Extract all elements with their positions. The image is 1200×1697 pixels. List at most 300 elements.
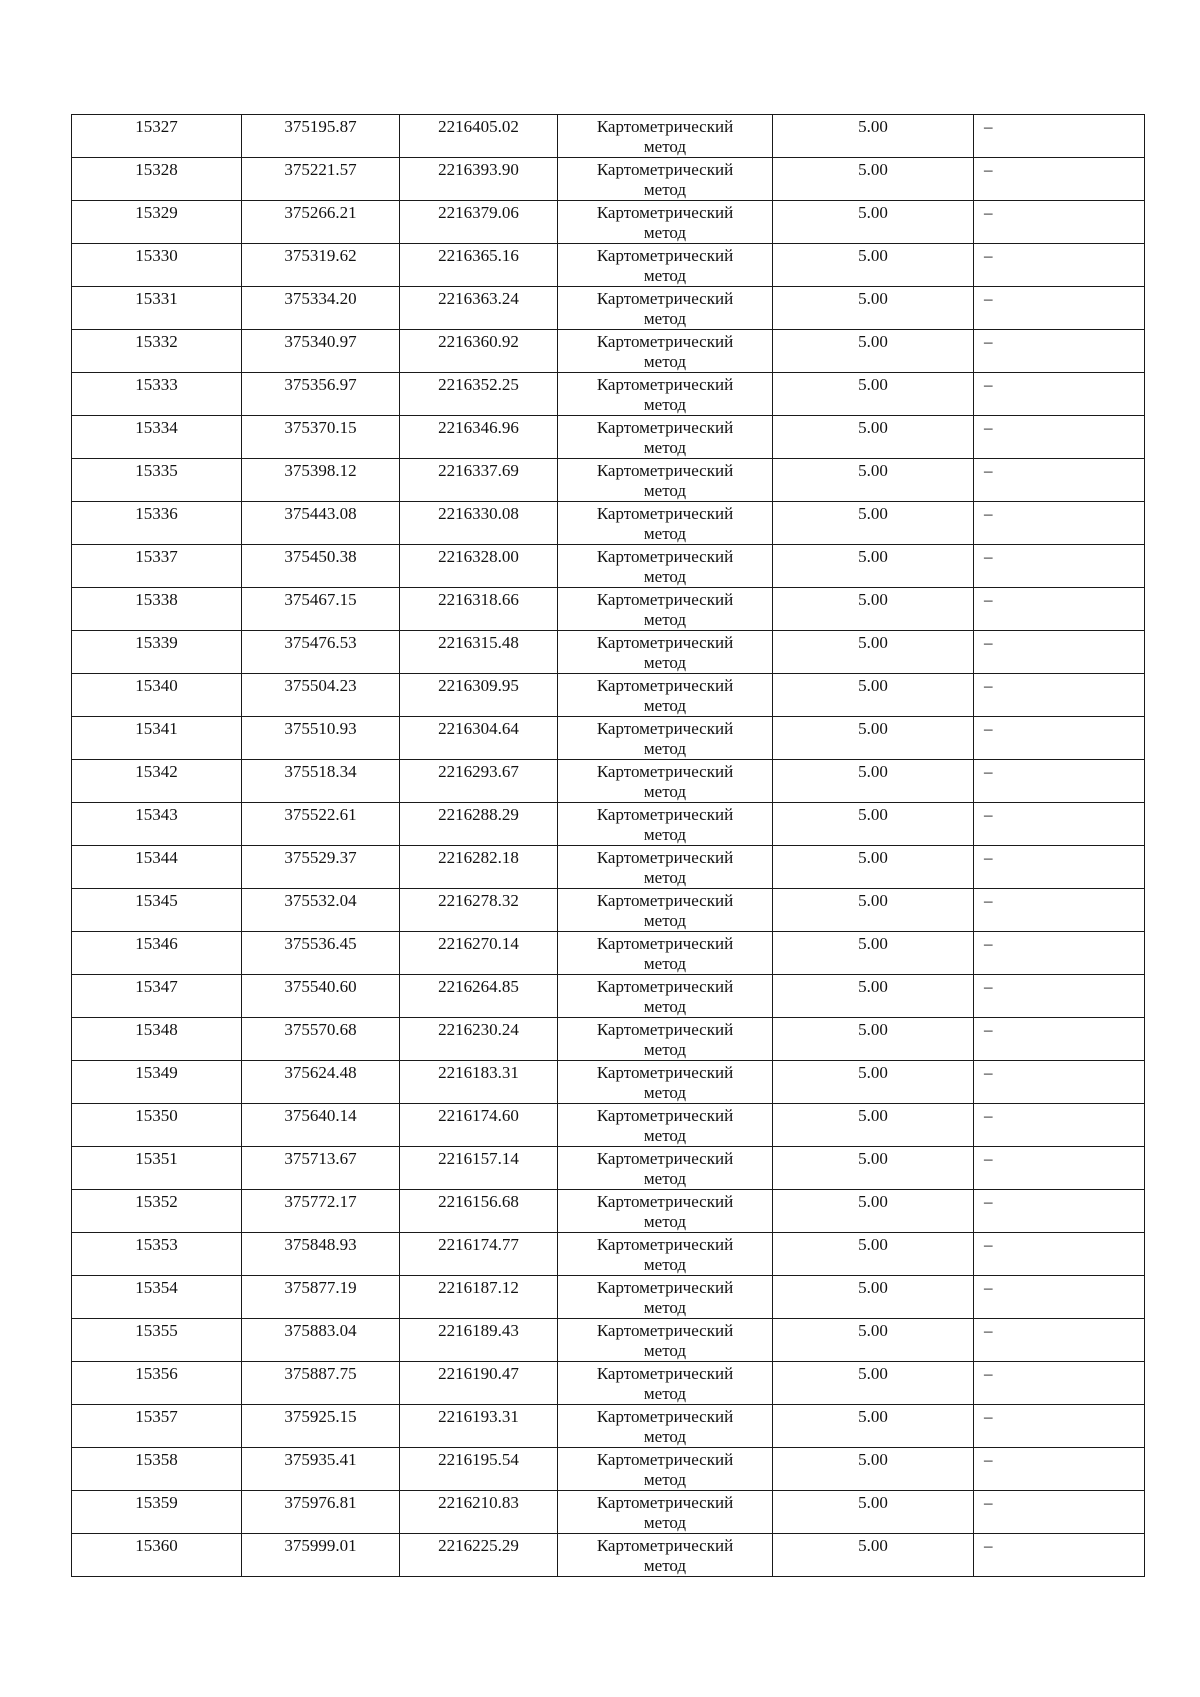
accuracy-cell: 5.00 — [773, 1362, 974, 1405]
point-number-cell: 15359 — [72, 1491, 242, 1534]
accuracy-cell: 5.00 — [773, 373, 974, 416]
accuracy-cell: 5.00 — [773, 932, 974, 975]
method-line2: метод — [643, 653, 687, 672]
y-coordinate-cell: 2216379.06 — [400, 201, 558, 244]
method-cell — [558, 760, 773, 803]
method-line1: Картометрический — [596, 1020, 734, 1039]
y-coordinate-cell: 2216195.54 — [400, 1448, 558, 1491]
x-coordinate-cell: 375713.67 — [242, 1147, 400, 1190]
point-number-cell: 15350 — [72, 1104, 242, 1147]
note-cell: – — [974, 1405, 1145, 1448]
accuracy-cell: 5.00 — [773, 588, 974, 631]
accuracy-cell: 5.00 — [773, 1061, 974, 1104]
point-number-cell: 15337 — [72, 545, 242, 588]
accuracy-cell: 5.00 — [773, 631, 974, 674]
method-line1: Картометрический — [596, 160, 734, 179]
accuracy-cell: 5.00 — [773, 158, 974, 201]
y-coordinate-cell: 2216309.95 — [400, 674, 558, 717]
method-line2: метод — [643, 1255, 687, 1274]
method-line1: Картометрический — [596, 590, 734, 609]
method-line2: метод — [643, 266, 687, 285]
y-coordinate-cell: 2216174.60 — [400, 1104, 558, 1147]
note-cell: – — [974, 1190, 1145, 1233]
x-coordinate-cell: 375195.87 — [242, 115, 400, 158]
method-line1: Картометрический — [596, 375, 734, 394]
method-line1: Картометрический — [596, 676, 734, 695]
point-number-cell: 15334 — [72, 416, 242, 459]
point-number-cell: 15346 — [72, 932, 242, 975]
accuracy-cell: 5.00 — [773, 287, 974, 330]
accuracy-cell: 5.00 — [773, 1448, 974, 1491]
method-line2: метод — [643, 696, 687, 715]
table-row — [72, 1061, 1145, 1104]
accuracy-cell: 5.00 — [773, 1405, 974, 1448]
x-coordinate-cell: 375925.15 — [242, 1405, 400, 1448]
method-cell — [558, 846, 773, 889]
table-row — [72, 1276, 1145, 1319]
y-coordinate-cell: 2216282.18 — [400, 846, 558, 889]
y-coordinate-cell: 2216157.14 — [400, 1147, 558, 1190]
y-coordinate-cell: 2216189.43 — [400, 1319, 558, 1362]
table-row — [72, 1362, 1145, 1405]
x-coordinate-cell: 375504.23 — [242, 674, 400, 717]
note-cell: – — [974, 502, 1145, 545]
accuracy-cell: 5.00 — [773, 1491, 974, 1534]
x-coordinate-cell: 375443.08 — [242, 502, 400, 545]
table-row — [72, 975, 1145, 1018]
x-coordinate-cell: 375334.20 — [242, 287, 400, 330]
table-row — [72, 459, 1145, 502]
method-line1: Картометрический — [596, 1278, 734, 1297]
method-cell — [558, 1104, 773, 1147]
note-cell: – — [974, 588, 1145, 631]
x-coordinate-cell: 375624.48 — [242, 1061, 400, 1104]
note-cell: – — [974, 1233, 1145, 1276]
method-cell — [558, 1190, 773, 1233]
note-cell: – — [974, 760, 1145, 803]
accuracy-cell: 5.00 — [773, 846, 974, 889]
note-cell: – — [974, 373, 1145, 416]
method-line1: Картометрический — [596, 1450, 734, 1469]
method-line1: Картометрический — [596, 1235, 734, 1254]
accuracy-cell: 5.00 — [773, 975, 974, 1018]
table-row — [72, 416, 1145, 459]
method-line2: метод — [643, 395, 687, 414]
x-coordinate-cell: 375529.37 — [242, 846, 400, 889]
x-coordinate-cell: 375999.01 — [242, 1534, 400, 1577]
method-line1: Картометрический — [596, 547, 734, 566]
method-line1: Картометрический — [596, 1407, 734, 1426]
note-cell: – — [974, 1448, 1145, 1491]
note-cell: – — [974, 932, 1145, 975]
table-row — [72, 1018, 1145, 1061]
method-line1: Картометрический — [596, 719, 734, 738]
note-cell: – — [974, 803, 1145, 846]
point-number-cell: 15329 — [72, 201, 242, 244]
method-line2: метод — [643, 1126, 687, 1145]
note-cell: – — [974, 1147, 1145, 1190]
method-line1: Картометрический — [596, 1493, 734, 1512]
method-line1: Картометрический — [596, 289, 734, 308]
note-cell: – — [974, 201, 1145, 244]
note-cell: – — [974, 330, 1145, 373]
method-line2: метод — [643, 481, 687, 500]
method-line1: Картометрический — [596, 1192, 734, 1211]
point-number-cell: 15342 — [72, 760, 242, 803]
table-row — [72, 1233, 1145, 1276]
method-cell — [558, 459, 773, 502]
accuracy-cell: 5.00 — [773, 330, 974, 373]
method-line2: метод — [643, 825, 687, 844]
method-line2: метод — [643, 911, 687, 930]
accuracy-cell: 5.00 — [773, 1147, 974, 1190]
x-coordinate-cell: 375570.68 — [242, 1018, 400, 1061]
accuracy-cell: 5.00 — [773, 545, 974, 588]
method-line1: Картометрический — [596, 504, 734, 523]
accuracy-cell: 5.00 — [773, 1104, 974, 1147]
coordinates-table — [71, 114, 1145, 1577]
table-row — [72, 244, 1145, 287]
method-cell — [558, 975, 773, 1018]
y-coordinate-cell: 2216278.32 — [400, 889, 558, 932]
method-line2: метод — [643, 309, 687, 328]
point-number-cell: 15335 — [72, 459, 242, 502]
method-cell — [558, 287, 773, 330]
table-row — [72, 846, 1145, 889]
point-number-cell: 15351 — [72, 1147, 242, 1190]
method-line2: метод — [643, 1556, 687, 1575]
point-number-cell: 15345 — [72, 889, 242, 932]
accuracy-cell: 5.00 — [773, 201, 974, 244]
table-row — [72, 631, 1145, 674]
method-line2: метод — [643, 137, 687, 156]
y-coordinate-cell: 2216393.90 — [400, 158, 558, 201]
note-cell: – — [974, 287, 1145, 330]
y-coordinate-cell: 2216365.16 — [400, 244, 558, 287]
method-line1: Картометрический — [596, 418, 734, 437]
note-cell: – — [974, 1534, 1145, 1577]
method-cell — [558, 545, 773, 588]
accuracy-cell: 5.00 — [773, 1319, 974, 1362]
method-line2: метод — [643, 739, 687, 758]
x-coordinate-cell: 375935.41 — [242, 1448, 400, 1491]
x-coordinate-cell: 375476.53 — [242, 631, 400, 674]
point-number-cell: 15348 — [72, 1018, 242, 1061]
y-coordinate-cell: 2216352.25 — [400, 373, 558, 416]
method-cell — [558, 932, 773, 975]
method-cell — [558, 330, 773, 373]
table-row — [72, 1319, 1145, 1362]
y-coordinate-cell: 2216293.67 — [400, 760, 558, 803]
point-number-cell: 15356 — [72, 1362, 242, 1405]
method-cell — [558, 244, 773, 287]
y-coordinate-cell: 2216230.24 — [400, 1018, 558, 1061]
method-line1: Картометрический — [596, 805, 734, 824]
point-number-cell: 15358 — [72, 1448, 242, 1491]
method-line2: метод — [643, 868, 687, 887]
note-cell: – — [974, 158, 1145, 201]
method-cell — [558, 1319, 773, 1362]
y-coordinate-cell: 2216174.77 — [400, 1233, 558, 1276]
method-line2: метод — [643, 1298, 687, 1317]
point-number-cell: 15352 — [72, 1190, 242, 1233]
point-number-cell: 15333 — [72, 373, 242, 416]
method-line1: Картометрический — [596, 762, 734, 781]
note-cell: – — [974, 416, 1145, 459]
note-cell: – — [974, 631, 1145, 674]
method-line2: метод — [643, 438, 687, 457]
method-cell — [558, 416, 773, 459]
x-coordinate-cell: 375266.21 — [242, 201, 400, 244]
note-cell: – — [974, 889, 1145, 932]
note-cell: – — [974, 1319, 1145, 1362]
note-cell: – — [974, 674, 1145, 717]
x-coordinate-cell: 375221.57 — [242, 158, 400, 201]
method-cell — [558, 1233, 773, 1276]
x-coordinate-cell: 375370.15 — [242, 416, 400, 459]
accuracy-cell: 5.00 — [773, 115, 974, 158]
table-row — [72, 1448, 1145, 1491]
y-coordinate-cell: 2216405.02 — [400, 115, 558, 158]
accuracy-cell: 5.00 — [773, 1190, 974, 1233]
x-coordinate-cell: 375772.17 — [242, 1190, 400, 1233]
method-line1: Картометрический — [596, 1106, 734, 1125]
method-line2: метод — [643, 567, 687, 586]
x-coordinate-cell: 375356.97 — [242, 373, 400, 416]
point-number-cell: 15357 — [72, 1405, 242, 1448]
method-line2: метод — [643, 997, 687, 1016]
table-row — [72, 545, 1145, 588]
point-number-cell: 15344 — [72, 846, 242, 889]
x-coordinate-cell: 375877.19 — [242, 1276, 400, 1319]
method-cell — [558, 502, 773, 545]
x-coordinate-cell: 375540.60 — [242, 975, 400, 1018]
note-cell: – — [974, 115, 1145, 158]
note-cell: – — [974, 1491, 1145, 1534]
method-line2: метод — [643, 610, 687, 629]
table-row — [72, 760, 1145, 803]
method-cell — [558, 1276, 773, 1319]
y-coordinate-cell: 2216264.85 — [400, 975, 558, 1018]
method-line2: метод — [643, 223, 687, 242]
accuracy-cell: 5.00 — [773, 717, 974, 760]
note-cell: – — [974, 846, 1145, 889]
method-line1: Картометрический — [596, 1536, 734, 1555]
method-cell — [558, 631, 773, 674]
y-coordinate-cell: 2216288.29 — [400, 803, 558, 846]
method-line1: Картометрический — [596, 1149, 734, 1168]
point-number-cell: 15339 — [72, 631, 242, 674]
x-coordinate-cell: 375532.04 — [242, 889, 400, 932]
y-coordinate-cell: 2216330.08 — [400, 502, 558, 545]
method-line1: Картометрический — [596, 332, 734, 351]
table-row — [72, 717, 1145, 760]
x-coordinate-cell: 375976.81 — [242, 1491, 400, 1534]
accuracy-cell: 5.00 — [773, 1276, 974, 1319]
note-cell: – — [974, 975, 1145, 1018]
x-coordinate-cell: 375467.15 — [242, 588, 400, 631]
method-line2: метод — [643, 1384, 687, 1403]
y-coordinate-cell: 2216318.66 — [400, 588, 558, 631]
y-coordinate-cell: 2216328.00 — [400, 545, 558, 588]
method-line1: Картометрический — [596, 633, 734, 652]
point-number-cell: 15343 — [72, 803, 242, 846]
x-coordinate-cell: 375848.93 — [242, 1233, 400, 1276]
y-coordinate-cell: 2216346.96 — [400, 416, 558, 459]
point-number-cell: 15327 — [72, 115, 242, 158]
point-number-cell: 15332 — [72, 330, 242, 373]
point-number-cell: 15340 — [72, 674, 242, 717]
accuracy-cell: 5.00 — [773, 1233, 974, 1276]
method-cell — [558, 1061, 773, 1104]
y-coordinate-cell: 2216190.47 — [400, 1362, 558, 1405]
accuracy-cell: 5.00 — [773, 1534, 974, 1577]
table-row — [72, 588, 1145, 631]
method-line1: Картометрический — [596, 1364, 734, 1383]
note-cell: – — [974, 459, 1145, 502]
method-cell — [558, 1491, 773, 1534]
note-cell: – — [974, 1061, 1145, 1104]
accuracy-cell: 5.00 — [773, 889, 974, 932]
method-cell — [558, 1534, 773, 1577]
method-line1: Картометрический — [596, 461, 734, 480]
x-coordinate-cell: 375536.45 — [242, 932, 400, 975]
table-row — [72, 201, 1145, 244]
table-row — [72, 287, 1145, 330]
y-coordinate-cell: 2216187.12 — [400, 1276, 558, 1319]
method-line2: метод — [643, 1083, 687, 1102]
x-coordinate-cell: 375398.12 — [242, 459, 400, 502]
method-cell — [558, 373, 773, 416]
table-row — [72, 889, 1145, 932]
accuracy-cell: 5.00 — [773, 416, 974, 459]
y-coordinate-cell: 2216183.31 — [400, 1061, 558, 1104]
table-row — [72, 1534, 1145, 1577]
y-coordinate-cell: 2216225.29 — [400, 1534, 558, 1577]
method-line2: метод — [643, 1040, 687, 1059]
y-coordinate-cell: 2216270.14 — [400, 932, 558, 975]
table-row — [72, 330, 1145, 373]
method-cell — [558, 674, 773, 717]
method-line1: Картометрический — [596, 934, 734, 953]
method-cell — [558, 1405, 773, 1448]
point-number-cell: 15349 — [72, 1061, 242, 1104]
note-cell: – — [974, 1018, 1145, 1061]
note-cell: – — [974, 1362, 1145, 1405]
accuracy-cell: 5.00 — [773, 674, 974, 717]
x-coordinate-cell: 375887.75 — [242, 1362, 400, 1405]
method-cell — [558, 115, 773, 158]
y-coordinate-cell: 2216360.92 — [400, 330, 558, 373]
x-coordinate-cell: 375883.04 — [242, 1319, 400, 1362]
method-line2: метод — [643, 180, 687, 199]
y-coordinate-cell: 2216193.31 — [400, 1405, 558, 1448]
accuracy-cell: 5.00 — [773, 803, 974, 846]
note-cell: – — [974, 717, 1145, 760]
table-row — [72, 1190, 1145, 1233]
method-line2: метод — [643, 1470, 687, 1489]
point-number-cell: 15338 — [72, 588, 242, 631]
y-coordinate-cell: 2216156.68 — [400, 1190, 558, 1233]
y-coordinate-cell: 2216363.24 — [400, 287, 558, 330]
method-line1: Картометрический — [596, 1321, 734, 1340]
method-line1: Картометрический — [596, 891, 734, 910]
method-cell — [558, 1018, 773, 1061]
table-row — [72, 1491, 1145, 1534]
x-coordinate-cell: 375640.14 — [242, 1104, 400, 1147]
point-number-cell: 15354 — [72, 1276, 242, 1319]
method-line2: метод — [643, 1513, 687, 1532]
table-row — [72, 932, 1145, 975]
point-number-cell: 15328 — [72, 158, 242, 201]
y-coordinate-cell: 2216210.83 — [400, 1491, 558, 1534]
point-number-cell: 15353 — [72, 1233, 242, 1276]
method-line2: метод — [643, 352, 687, 371]
table-row — [72, 158, 1145, 201]
note-cell: – — [974, 1104, 1145, 1147]
x-coordinate-cell: 375510.93 — [242, 717, 400, 760]
method-line2: метод — [643, 1169, 687, 1188]
method-cell — [558, 717, 773, 760]
y-coordinate-cell: 2216304.64 — [400, 717, 558, 760]
coordinates-table-body — [72, 115, 1145, 1577]
table-row — [72, 115, 1145, 158]
accuracy-cell: 5.00 — [773, 244, 974, 287]
method-line2: метод — [643, 782, 687, 801]
method-line2: метод — [643, 954, 687, 973]
method-cell — [558, 1448, 773, 1491]
accuracy-cell: 5.00 — [773, 1018, 974, 1061]
method-cell — [558, 158, 773, 201]
method-line1: Картометрический — [596, 848, 734, 867]
table-row — [72, 502, 1145, 545]
method-line2: метод — [643, 524, 687, 543]
point-number-cell: 15355 — [72, 1319, 242, 1362]
y-coordinate-cell: 2216315.48 — [400, 631, 558, 674]
method-line2: метод — [643, 1212, 687, 1231]
accuracy-cell: 5.00 — [773, 502, 974, 545]
method-line2: метод — [643, 1427, 687, 1446]
method-line2: метод — [643, 1341, 687, 1360]
method-line1: Картометрический — [596, 977, 734, 996]
method-line1: Картометрический — [596, 203, 734, 222]
table-row — [72, 373, 1145, 416]
point-number-cell: 15360 — [72, 1534, 242, 1577]
x-coordinate-cell: 375450.38 — [242, 545, 400, 588]
method-cell — [558, 588, 773, 631]
table-row — [72, 674, 1145, 717]
method-cell — [558, 1362, 773, 1405]
x-coordinate-cell: 375522.61 — [242, 803, 400, 846]
method-line1: Картометрический — [596, 117, 734, 136]
table-row — [72, 1405, 1145, 1448]
x-coordinate-cell: 375340.97 — [242, 330, 400, 373]
method-cell — [558, 201, 773, 244]
point-number-cell: 15336 — [72, 502, 242, 545]
x-coordinate-cell: 375319.62 — [242, 244, 400, 287]
table-row — [72, 803, 1145, 846]
accuracy-cell: 5.00 — [773, 459, 974, 502]
point-number-cell: 15341 — [72, 717, 242, 760]
y-coordinate-cell: 2216337.69 — [400, 459, 558, 502]
method-line1: Картометрический — [596, 246, 734, 265]
note-cell: – — [974, 545, 1145, 588]
method-cell — [558, 803, 773, 846]
point-number-cell: 15347 — [72, 975, 242, 1018]
table-row — [72, 1104, 1145, 1147]
point-number-cell: 15330 — [72, 244, 242, 287]
method-cell — [558, 1147, 773, 1190]
